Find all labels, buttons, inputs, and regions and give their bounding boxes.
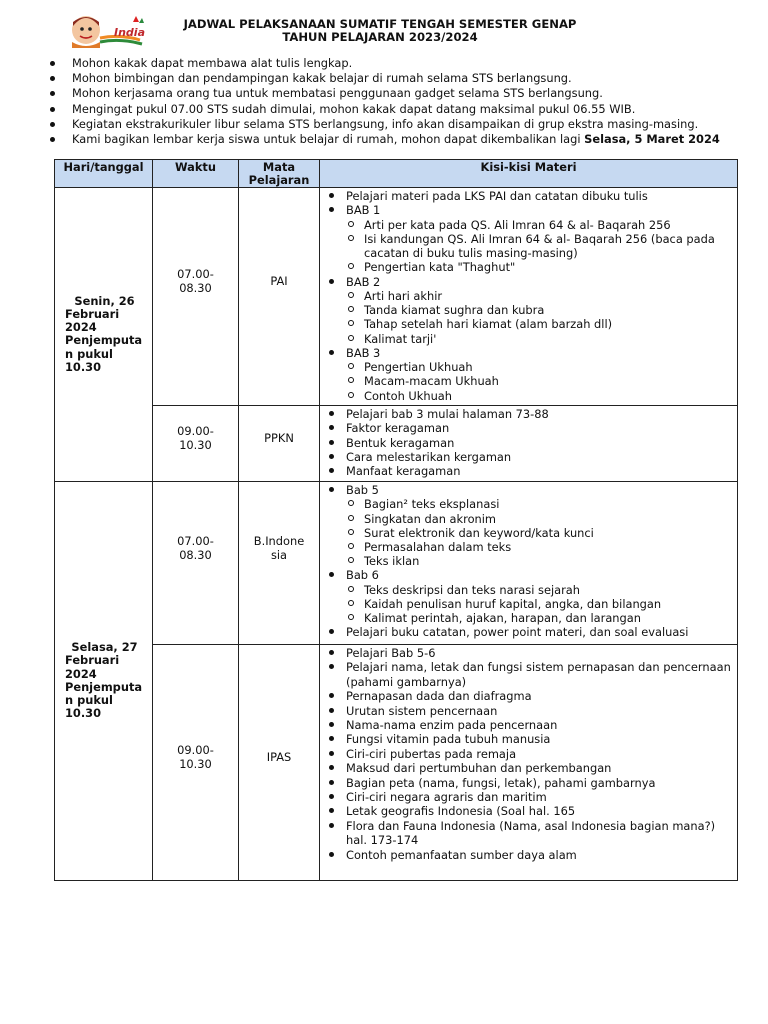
school-logo xyxy=(70,12,152,50)
time-cell-line: 09.00- xyxy=(177,424,214,439)
note-item: Mohon kakak dapat membawa alat tulis lengkap. xyxy=(48,56,748,71)
note-item: Mohon kerjasama orang tua untuk membatasi penggunaan gadget selama STS berlangsung. xyxy=(48,86,748,101)
material-item-text: Pelajari Bab 5-6 xyxy=(346,645,436,660)
header-subject-line-1: Mata xyxy=(262,160,296,174)
time-cell-line: 07.00- xyxy=(177,533,214,548)
material-list xyxy=(320,646,733,862)
material-item xyxy=(320,625,733,639)
subject-cell xyxy=(239,405,320,481)
day-cell-line: 2024 xyxy=(65,320,97,335)
material-item-text: Letak geografis Indonesia (Soal hal. 165 xyxy=(346,804,576,819)
material-item-text: Faktor keragaman xyxy=(346,421,450,436)
table-row xyxy=(55,188,738,406)
material-subitem: Arti per kata pada QS. Ali Imran 64 & al- Baqarah 256 xyxy=(346,218,733,232)
material-item xyxy=(320,436,733,450)
header-material: Kisi-kisi Materi xyxy=(320,160,738,188)
material-subitem: Tanda kiamat sughra dan kubra xyxy=(346,303,733,317)
notes-list xyxy=(48,56,748,147)
note-return-text: Kami bagikan lembar kerja siswa untuk belajar di rumah, mohon dapat dikembalikan lagi xyxy=(72,132,585,147)
day-cell-line: 10.30 xyxy=(65,706,102,721)
material-item xyxy=(320,483,733,568)
day-cell xyxy=(55,481,153,880)
material-item xyxy=(320,804,733,818)
material-item xyxy=(320,848,733,862)
day-cell-line: Penjemputa xyxy=(65,679,143,694)
note-item: Kegiatan ekstrakurikuler libur selama STS berlangsung, info akan disampaikan di grup ekstra masing-masing. xyxy=(48,117,748,132)
school-logo-graphic xyxy=(70,12,152,50)
material-sublist xyxy=(346,583,733,626)
material-item-text: Bentuk keragaman xyxy=(346,435,455,450)
material-item xyxy=(320,660,733,689)
day-cell xyxy=(55,188,153,482)
material-subitem: Isi kandungan QS. Ali Imran 64 & al- Baqarah 256 (baca pada cacatan di buku tulis masing-masing) xyxy=(346,232,733,260)
note-item-return-date xyxy=(48,132,748,147)
material-item xyxy=(320,747,733,761)
material-subitem: Bagian² teks eksplanasi xyxy=(346,497,733,511)
material-item-text: Contoh pemanfaatan sumber daya alam xyxy=(346,847,577,862)
table-row xyxy=(55,405,738,481)
svg-text:India: India xyxy=(114,26,145,39)
material-item-text: Ciri-ciri negara agraris dan maritim xyxy=(346,789,547,804)
material-cell xyxy=(320,188,738,406)
day-cell-line: n pukul xyxy=(65,346,113,361)
day-cell-line: 10.30 xyxy=(65,359,102,374)
material-sublist xyxy=(346,218,733,275)
document-title xyxy=(160,18,600,44)
material-item xyxy=(320,450,733,464)
material-subitem: Singkatan dan akronim xyxy=(346,512,733,526)
header-day: Hari/tanggal xyxy=(55,160,153,188)
material-subitem: Kaidah penulisan huruf kapital, angka, dan bilangan xyxy=(346,597,733,611)
day-cell-line: Selasa, 27 xyxy=(71,640,138,655)
material-subitem: Macam-macam Ukhuah xyxy=(346,374,733,388)
day-cell-line: Februari xyxy=(65,307,120,322)
time-cell xyxy=(153,644,239,880)
material-item-text: Pelajari buku catatan, power point materi, dan soal evaluasi xyxy=(346,625,689,640)
table-header-row xyxy=(55,160,738,188)
material-item xyxy=(320,689,733,703)
time-cell-line: 10.30 xyxy=(179,438,212,453)
material-list xyxy=(320,483,733,640)
material-cell xyxy=(320,481,738,644)
subject-cell-line: B.Indone xyxy=(253,533,305,548)
header-subject xyxy=(239,160,320,188)
time-cell xyxy=(153,405,239,481)
material-item-text: Pelajari nama, letak dan fungsi sistem pernapasan dan pencernaan (pahami gambarnya) xyxy=(346,660,731,689)
material-item xyxy=(320,761,733,775)
material-item xyxy=(320,346,733,403)
table-row xyxy=(55,644,738,880)
material-sublist xyxy=(346,289,733,346)
header-time: Waktu xyxy=(153,160,239,188)
material-subitem: Permasalahan dalam teks xyxy=(346,540,733,554)
time-cell xyxy=(153,188,239,406)
day-cell-line: Senin, 26 xyxy=(74,293,135,308)
day-cell-line: n pukul xyxy=(65,693,113,708)
material-subitem: Surat elektronik dan keyword/kata kunci xyxy=(346,526,733,540)
note-item: Mengingat pukul 07.00 STS sudah dimulai, mohon kakak dapat datang maksimal pukul 06.55 WIB. xyxy=(48,102,748,117)
day-cell-line: Penjemputa xyxy=(65,333,143,348)
material-item-text: Ciri-ciri pubertas pada remaja xyxy=(346,746,517,761)
material-item-text: Fungsi vitamin pada tubuh manusia xyxy=(346,732,551,747)
material-item-text: Bab 6 xyxy=(346,568,379,583)
material-item xyxy=(320,568,733,625)
subject-cell xyxy=(239,644,320,880)
subject-cell xyxy=(239,188,320,406)
material-item xyxy=(320,732,733,746)
material-item-extra: hal. 173-174 xyxy=(346,833,419,848)
material-item xyxy=(320,407,733,421)
material-item-text: Maksud dari pertumbuhan dan perkembangan xyxy=(346,761,612,776)
time-cell-line: 09.00- xyxy=(177,743,214,758)
material-subitem: Kalimat perintah, ajakan, harapan, dan larangan xyxy=(346,611,733,625)
time-cell-line: 10.30 xyxy=(179,757,212,772)
material-item xyxy=(320,646,733,660)
material-item-text: Urutan sistem pencernaan xyxy=(346,703,498,718)
subject-cell-line: IPAS xyxy=(266,750,292,765)
schedule-table xyxy=(54,159,738,881)
material-subitem: Pengertian Ukhuah xyxy=(346,360,733,374)
header-subject-line-2: Pelajaran xyxy=(248,172,310,187)
note-return-date: Selasa, 5 Maret 2024 xyxy=(584,132,720,147)
material-item-text: Cara melestarikan kergaman xyxy=(346,450,512,465)
material-item-text: BAB 2 xyxy=(346,274,381,289)
material-subitem: Teks iklan xyxy=(346,554,733,568)
subject-cell-line: PAI xyxy=(270,274,288,289)
material-item xyxy=(320,203,733,274)
day-cell-line: Februari xyxy=(65,653,120,668)
material-list xyxy=(320,407,733,479)
material-item xyxy=(320,790,733,804)
material-subitem: Arti hari akhir xyxy=(346,289,733,303)
time-cell-line: 07.00- xyxy=(177,267,214,282)
material-item-text: Pernapasan dada dan diafragma xyxy=(346,689,532,704)
material-item-text: Flora dan Fauna Indonesia (Nama, asal Indonesia bagian mana?) xyxy=(346,818,716,833)
subject-cell-line: PPKN xyxy=(264,431,294,446)
material-item xyxy=(320,275,733,346)
material-subitem: Kalimat tarji' xyxy=(346,332,733,346)
material-item xyxy=(320,776,733,790)
day-cell-line: 2024 xyxy=(65,666,97,681)
material-item-text: Pelajari bab 3 mulai halaman 73-88 xyxy=(346,406,549,421)
material-cell xyxy=(320,405,738,481)
material-item xyxy=(320,464,733,478)
material-sublist xyxy=(346,360,733,403)
material-item-text: Bagian peta (nama, fungsi, letak), pahami gambarnya xyxy=(346,775,656,790)
time-cell-line: 08.30 xyxy=(179,281,212,296)
material-item-text: BAB 1 xyxy=(346,203,381,218)
material-sublist xyxy=(346,497,733,568)
material-item xyxy=(320,421,733,435)
time-cell-line: 08.30 xyxy=(179,547,212,562)
material-item xyxy=(320,189,733,203)
material-subitem: Pengertian kata "Thaghut" xyxy=(346,260,733,274)
material-cell xyxy=(320,644,738,880)
material-item xyxy=(320,718,733,732)
material-item-text: Pelajari materi pada LKS PAI dan catatan dibuku tulis xyxy=(346,189,648,203)
schedule-body xyxy=(55,188,738,881)
title-line-1: JADWAL PELAKSANAAN SUMATIF TENGAH SEMESTER GENAP xyxy=(183,17,577,31)
time-cell xyxy=(153,481,239,644)
material-item-text: Nama-nama enzim pada pencernaan xyxy=(346,717,558,732)
material-item-text: BAB 3 xyxy=(346,345,381,360)
subject-cell-line: sia xyxy=(270,547,288,562)
material-item xyxy=(320,704,733,718)
subject-cell xyxy=(239,481,320,644)
material-subitem: Teks deskripsi dan teks narasi sejarah xyxy=(346,583,733,597)
note-item: Mohon bimbingan dan pendampingan kakak belajar di rumah selama STS berlangsung. xyxy=(48,71,748,86)
material-subitem: Tahap setelah hari kiamat (alam barzah dll) xyxy=(346,317,733,331)
material-item-text: Bab 5 xyxy=(346,482,379,497)
material-item-text: Manfaat keragaman xyxy=(346,464,461,479)
material-item xyxy=(320,819,733,848)
material-list xyxy=(320,189,733,403)
title-line-2: TAHUN PELAJARAN 2023/2024 xyxy=(282,30,478,44)
table-row xyxy=(55,481,738,644)
material-subitem: Contoh Ukhuah xyxy=(346,389,733,403)
